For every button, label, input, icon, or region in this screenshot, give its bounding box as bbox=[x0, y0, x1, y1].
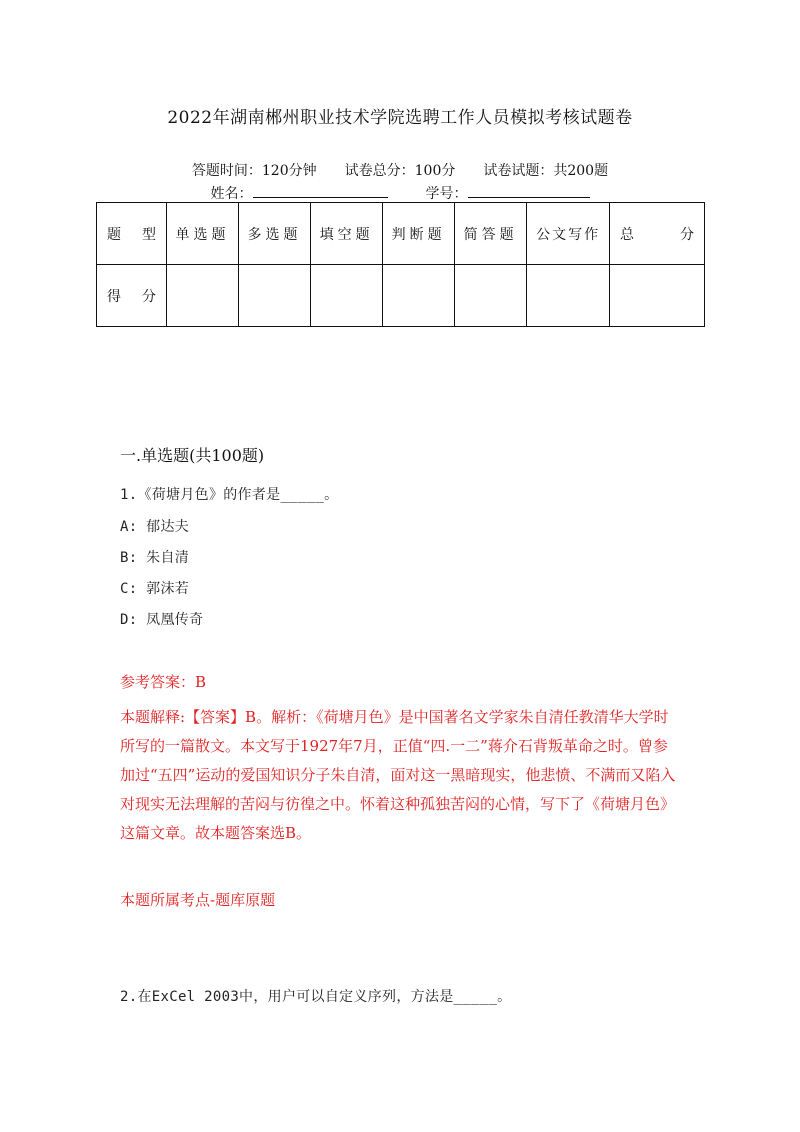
question-1-answer: 参考答案：B bbox=[120, 673, 207, 691]
exam-total-score: 试卷总分：100分 bbox=[344, 163, 456, 179]
question-1-knowledge-point: 本题所属考点-题库原题 bbox=[120, 891, 276, 909]
score-cell-total[interactable] bbox=[610, 265, 705, 327]
score-cell-true-false[interactable] bbox=[383, 265, 455, 327]
score-cell-short-answer[interactable] bbox=[455, 265, 527, 327]
score-table-header-row bbox=[97, 203, 705, 265]
score-table-score-row bbox=[97, 265, 705, 327]
col-fill-blank: 填空题 bbox=[311, 203, 383, 265]
student-info-line bbox=[0, 183, 800, 203]
col-document-writing: 公文写作 bbox=[527, 203, 610, 265]
question-2-stem: 2.在ExCel 2003中，用户可以自定义序列，方法是_____。 bbox=[120, 989, 512, 1005]
question-1-option-a: A: 郁达夫 bbox=[120, 519, 190, 535]
question-1-stem: 1.《荷塘月色》的作者是_____。 bbox=[120, 487, 339, 503]
score-cell-fill-blank[interactable] bbox=[311, 265, 383, 327]
exam-title: 2022年湖南郴州职业技术学院选聘工作人员模拟考核试题卷 bbox=[167, 108, 633, 128]
score-table bbox=[96, 202, 705, 327]
student-id-label: 学号： bbox=[425, 186, 468, 202]
section-title: 一.单选题(共100题) bbox=[120, 446, 265, 465]
col-total: 总 分 bbox=[610, 203, 705, 265]
question-1-option-b: B: 朱自清 bbox=[120, 550, 190, 566]
col-single-choice: 单选题 bbox=[167, 203, 239, 265]
col-true-false: 判断题 bbox=[383, 203, 455, 265]
score-cell-document-writing[interactable] bbox=[527, 265, 610, 327]
question-1-option-c: C: 郭沫若 bbox=[120, 581, 190, 597]
question-1-option-d: D: 凤凰传奇 bbox=[120, 612, 204, 628]
name-blank[interactable] bbox=[253, 183, 388, 198]
name-label: 姓名： bbox=[210, 186, 253, 202]
question-1-explanation: 本题解释:【答案】B。解析：《荷塘月色》是中国著名文学家朱自清任教清华大学时所写的一篇散文。本文写于1927年7月，正值“四.一二”蒋介石背叛革命之时。曾参加过“五四”运动的爱国知识分子朱自清，面对这一黑暗现实，他悲愤、不满而又陷入对现实无法理解的苦闷与彷徨之中。怀着这种孤独苦闷的心情，写下了《荷塘月色》这篇文章。故本题答案选B。 bbox=[120, 708, 676, 842]
exam-time: 答题时间：120分钟 bbox=[191, 163, 317, 179]
score-cell-single-choice[interactable] bbox=[167, 265, 239, 327]
row-score-label-cell: 得 分 bbox=[97, 265, 167, 327]
col-multi-choice: 多选题 bbox=[239, 203, 311, 265]
score-cell-multi-choice[interactable] bbox=[239, 265, 311, 327]
col-short-answer: 简答题 bbox=[455, 203, 527, 265]
exam-meta-line bbox=[0, 160, 800, 180]
header-type-cell: 题 型 bbox=[97, 203, 167, 265]
exam-total-questions: 试卷试题：共200题 bbox=[483, 163, 609, 179]
student-id-blank[interactable] bbox=[468, 183, 590, 198]
